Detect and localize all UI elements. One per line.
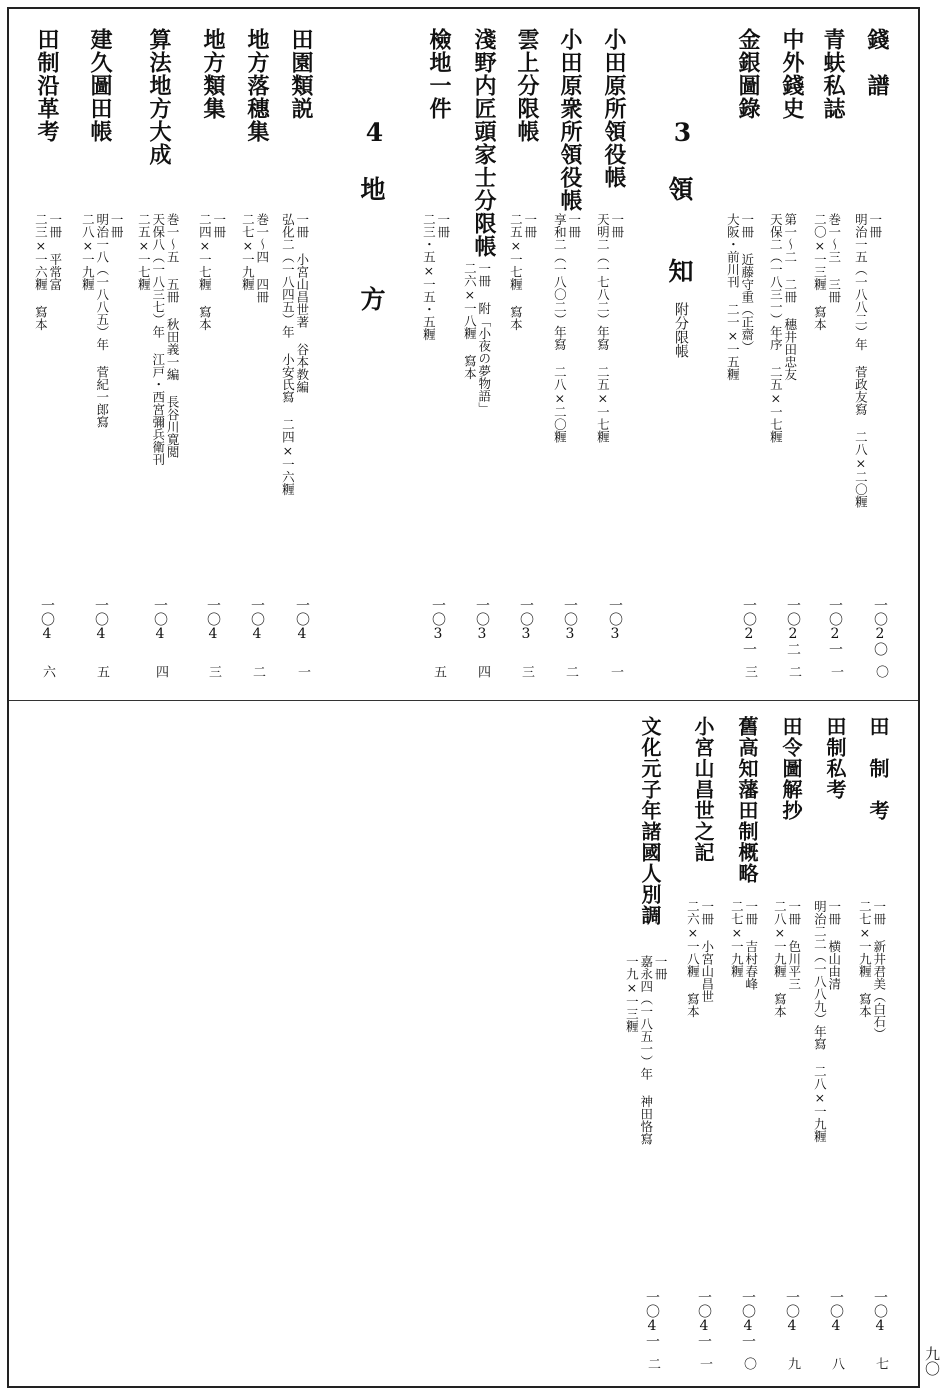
entry-code: 一〇3: [474, 598, 490, 642]
entry-title: 金銀圖錄: [735, 28, 761, 120]
entry-title: 檢地一件: [426, 28, 452, 120]
entry-code: 一〇4: [784, 1290, 800, 1334]
entry-note: 一冊 近藤守重（正齋） 大阪・前川刊 二一×一五糎: [725, 213, 755, 381]
entry-title: 小田原衆所領役帳: [557, 28, 583, 212]
entry-code: 一〇2一: [827, 598, 843, 656]
entry-suffix: 三: [519, 665, 534, 678]
entry-title: 田令圖解抄: [779, 716, 803, 821]
entry-title: 地方類集: [200, 28, 226, 120]
page-number: 九〇: [923, 1346, 941, 1376]
entry-suffix: 六: [40, 665, 55, 678]
entry-code: 一〇4: [872, 1290, 888, 1334]
entry-code: 一〇4: [205, 598, 221, 642]
entry-suffix: 九: [785, 1357, 800, 1370]
entry-suffix: 八: [829, 1357, 844, 1370]
entry-title: 淺野内匠頭家士分限帳: [471, 28, 497, 258]
entry-code: 一〇4: [39, 598, 55, 642]
entry-suffix: 一: [608, 665, 623, 678]
entry-title: 小田原所領役帳: [601, 28, 627, 189]
entry-suffix: 二: [563, 665, 578, 678]
entry-title: 建久圖田帳: [87, 28, 113, 143]
entry-suffix: 四: [153, 665, 168, 678]
entry-code: 一〇4一: [696, 1290, 712, 1348]
entry-code: 一〇4: [294, 598, 310, 642]
entry-code: 一〇4: [249, 598, 265, 642]
entry-note: 一冊 二五×一七糎 寫本: [508, 213, 538, 331]
entry-note: 一冊 二四×一七糎 寫本: [197, 213, 227, 331]
entry-suffix: 一: [697, 1357, 712, 1370]
entry-note: 巻一〜三 三冊 二〇×一三糎 寫本: [812, 213, 842, 331]
entry-note: 一冊 二三・五×一五・五糎: [421, 213, 451, 341]
entry-title: 田 制 考: [866, 716, 890, 821]
entry-code: 一〇4: [152, 598, 168, 642]
entry-suffix: 七: [873, 1357, 888, 1370]
entry-note: 一冊 平常富 二三×一六糎 寫本: [33, 213, 63, 331]
entry-code: 一〇3: [518, 598, 534, 642]
entry-suffix: 二: [250, 665, 265, 678]
entry-note: 一冊 吉村春峰 二七×一九糎: [729, 900, 759, 990]
entry-code: 一〇4: [93, 598, 109, 642]
section-number: 4: [360, 118, 389, 149]
entry-title: 文化元子年諸國人別調: [638, 716, 662, 926]
entry-code: 一〇4一: [644, 1290, 660, 1348]
entry-title: 田制沿革考: [34, 28, 60, 143]
entry-code: 一〇4: [828, 1290, 844, 1334]
entry-code: 一〇2二: [785, 598, 801, 656]
entry-code: 一〇2〇: [872, 598, 888, 656]
entry-note: 一冊 小宮山昌世著 谷本教編 弘化二（一八四五）年 小安氏寫 二四×一六糎: [280, 213, 310, 496]
entry-title: 算法地方大成: [146, 28, 172, 166]
entry-title: 錢 譜: [864, 28, 890, 97]
entry-note: 一冊 明治一五（一八八二）年 菅政友寫 二八×二〇糎: [853, 213, 883, 508]
entry-title: 青蚨私誌: [820, 28, 846, 120]
entry-note: 一冊 天明二（一七八二）年寫 二五×一七糎: [595, 213, 625, 443]
entry-suffix: 二: [786, 665, 801, 678]
section-word: 地: [357, 176, 386, 203]
entry-note: 巻一〜五 五冊 秋田義一編 長谷川寛閲 天保八（一八三七）年 江戸・西宮彌兵衛刊 二五×一七糎: [136, 213, 181, 466]
section-divider: [9, 700, 918, 701]
entry-suffix: 五: [94, 665, 109, 678]
entry-suffix: 四: [475, 665, 490, 678]
entry-note: 一冊 享和二（一八〇二）年寫 二八×二〇糎: [552, 213, 582, 443]
entry-suffix: 一: [295, 665, 310, 678]
section-word: 方: [357, 286, 386, 313]
entry-title: 田園類説: [288, 28, 314, 120]
entry-code: 一〇2一: [741, 598, 757, 656]
entry-code: 一〇3: [430, 598, 446, 642]
entry-note: 一冊 嘉永四（一八五一）年 神田恪寫 一九×一三糎: [624, 955, 669, 1145]
entry-title: 舊高知藩田制概略: [735, 716, 759, 884]
entry-note: 一冊 小宮山昌世 二六×一八糎 寫本: [685, 900, 715, 1018]
entry-note: 一冊 附「小夜の夢物語」 二六×一八糎 寫本: [462, 262, 492, 415]
entry-suffix: 二: [645, 1357, 660, 1370]
entry-title: 地方落穗集: [244, 28, 270, 143]
entry-title: 小宮山昌世之記: [691, 716, 715, 863]
entry-note: 一冊 横山由清 明治二二（一八八九）年寫 二八×一九糎: [812, 900, 842, 1143]
entry-title: 雲上分限帳: [514, 28, 540, 143]
entry-suffix: 〇: [741, 1357, 756, 1370]
entry-suffix: 一: [828, 665, 843, 678]
entry-note: 一冊 新井君美（白石） 二七×一九糎 寫本: [857, 900, 887, 1040]
section-number: 3: [668, 118, 697, 149]
section-subtitle: 附分限帳: [673, 302, 689, 358]
section-word: 領: [665, 176, 694, 203]
entry-suffix: 〇: [873, 665, 888, 678]
entry-suffix: 三: [206, 665, 221, 678]
entry-suffix: 五: [431, 665, 446, 678]
entry-title: 田制私考: [823, 716, 847, 800]
entry-suffix: 三: [742, 665, 757, 678]
entry-note: 巻一〜四 四冊 二七×一九糎: [240, 213, 270, 303]
section-word: 知: [665, 258, 694, 285]
entry-code: 一〇3: [562, 598, 578, 642]
entry-title: 中外錢史: [779, 28, 805, 120]
entry-note: 一冊 明治一八（一八八五）年 菅紀一郎寫 二八×一九糎: [80, 213, 125, 428]
entry-note: 第一〜二 二冊 穗井田忠友 天保二（一八三一）年序 二五×一七糎: [768, 213, 798, 443]
entry-code: 一〇3: [607, 598, 623, 642]
entry-code: 一〇4一: [740, 1290, 756, 1348]
entry-note: 一冊 色川平三 二八×一九糎 寫本: [772, 900, 802, 1018]
